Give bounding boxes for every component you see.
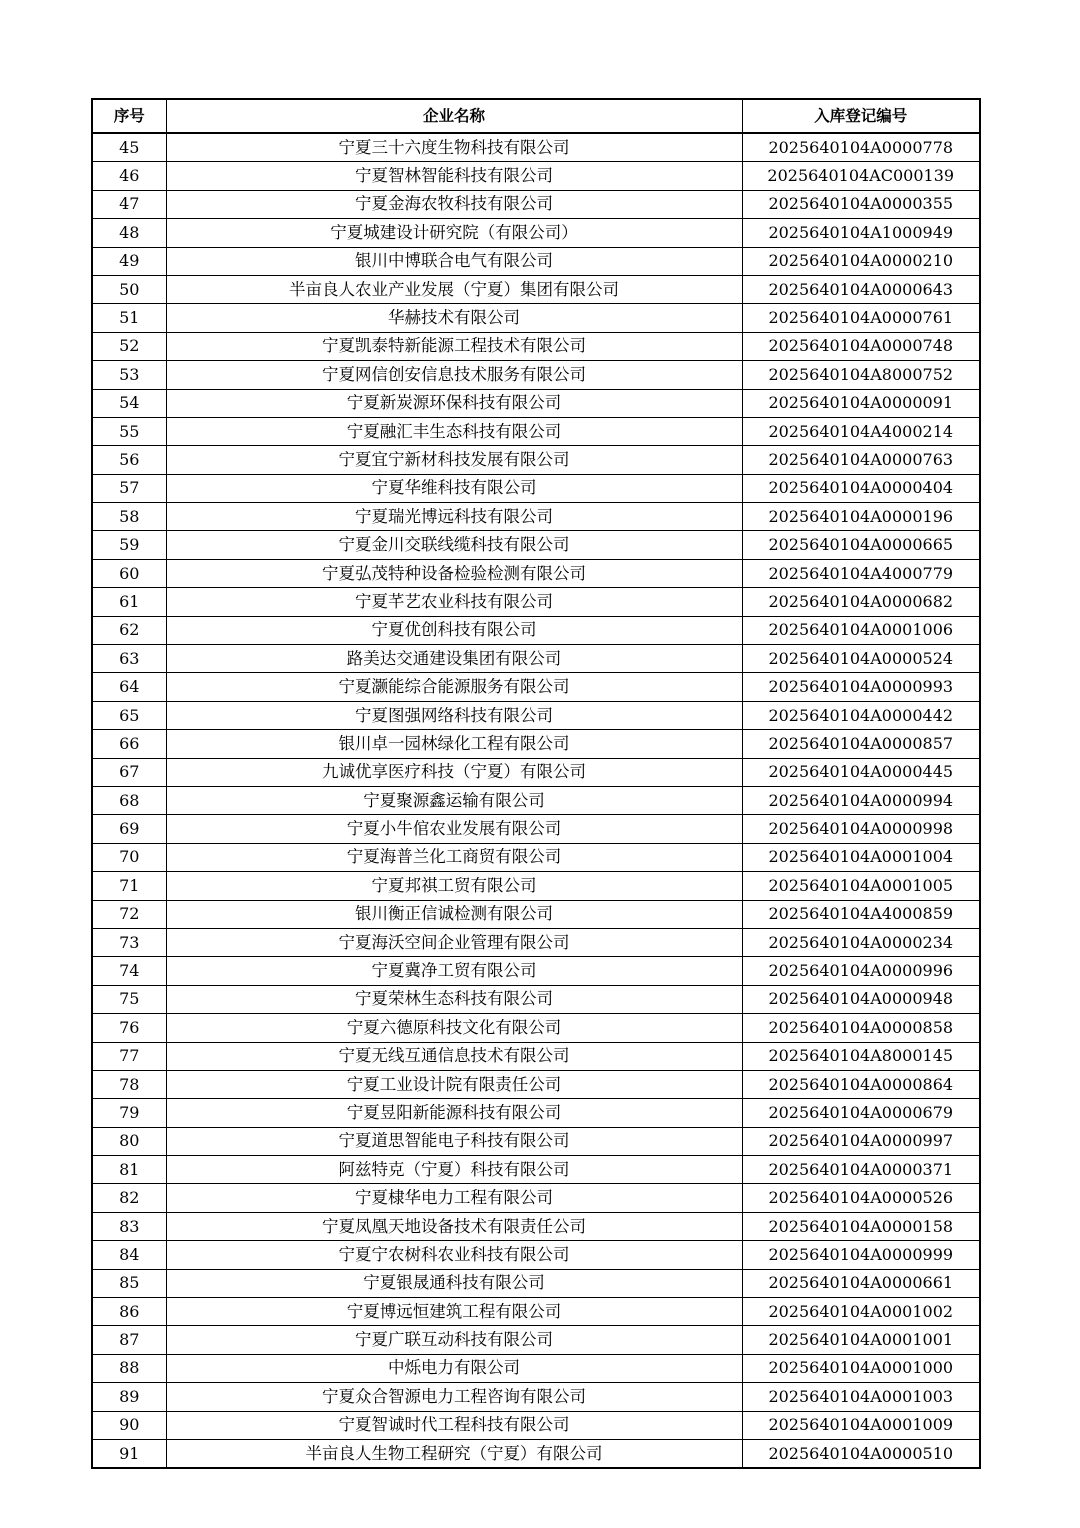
table-row	[92, 304, 980, 332]
row-enterprise-name: 宁夏荣林生态科技有限公司	[166, 985, 742, 1013]
row-registration-code: 2025640104A0000858	[742, 1014, 980, 1042]
header-registration-code: 入库登记编号	[742, 99, 980, 133]
row-registration-code: 2025640104A0001005	[742, 872, 980, 900]
row-registration-code: 2025640104A0000999	[742, 1241, 980, 1269]
row-seq: 45	[92, 133, 166, 162]
header-enterprise-name: 企业名称	[166, 99, 742, 133]
row-enterprise-name: 宁夏凯泰特新能源工程技术有限公司	[166, 332, 742, 360]
table-row	[92, 673, 980, 701]
table-row	[92, 1269, 980, 1297]
table-row	[92, 1212, 980, 1240]
row-seq: 52	[92, 332, 166, 360]
table-row	[92, 645, 980, 673]
table-row	[92, 900, 980, 928]
row-registration-code: 2025640104A0000643	[742, 275, 980, 303]
row-enterprise-name: 宁夏智林智能科技有限公司	[166, 162, 742, 190]
row-registration-code: 2025640104A0001003	[742, 1383, 980, 1411]
row-seq: 51	[92, 304, 166, 332]
row-enterprise-name: 宁夏银晟通科技有限公司	[166, 1269, 742, 1297]
row-enterprise-name: 宁夏灏能综合能源服务有限公司	[166, 673, 742, 701]
row-registration-code: 2025640104A0001004	[742, 843, 980, 871]
row-enterprise-name: 宁夏网信创安信息技术服务有限公司	[166, 361, 742, 389]
row-enterprise-name: 宁夏聚源鑫运输有限公司	[166, 786, 742, 814]
row-enterprise-name: 宁夏工业设计院有限责任公司	[166, 1070, 742, 1098]
row-seq: 84	[92, 1241, 166, 1269]
table-row	[92, 701, 980, 729]
table-row	[92, 1127, 980, 1155]
row-seq: 91	[92, 1439, 166, 1468]
table-row	[92, 1156, 980, 1184]
row-seq: 62	[92, 616, 166, 644]
row-enterprise-name: 宁夏小牛倌农业发展有限公司	[166, 815, 742, 843]
row-enterprise-name: 宁夏无线互通信息技术有限公司	[166, 1042, 742, 1070]
table-row	[92, 417, 980, 445]
row-registration-code: 2025640104A0000210	[742, 247, 980, 275]
row-seq: 61	[92, 588, 166, 616]
row-seq: 71	[92, 872, 166, 900]
row-enterprise-name: 宁夏三十六度生物科技有限公司	[166, 133, 742, 162]
row-registration-code: 2025640104A0000091	[742, 389, 980, 417]
table-row	[92, 872, 980, 900]
table-row	[92, 474, 980, 502]
row-enterprise-name: 宁夏昱阳新能源科技有限公司	[166, 1099, 742, 1127]
row-registration-code: 2025640104A0000994	[742, 786, 980, 814]
row-seq: 47	[92, 190, 166, 218]
row-seq: 53	[92, 361, 166, 389]
row-enterprise-name: 宁夏金川交联线缆科技有限公司	[166, 531, 742, 559]
row-registration-code: 2025640104A0000761	[742, 304, 980, 332]
row-seq: 89	[92, 1383, 166, 1411]
table-row	[92, 275, 980, 303]
row-seq: 76	[92, 1014, 166, 1042]
row-registration-code: 2025640104A1000949	[742, 219, 980, 247]
row-enterprise-name: 宁夏邦祺工贸有限公司	[166, 872, 742, 900]
row-enterprise-name: 宁夏宜宁新材科技发展有限公司	[166, 446, 742, 474]
row-registration-code: 2025640104A8000145	[742, 1042, 980, 1070]
row-registration-code: 2025640104A0000857	[742, 730, 980, 758]
table-row	[92, 815, 980, 843]
row-seq: 56	[92, 446, 166, 474]
row-registration-code: 2025640104A4000779	[742, 559, 980, 587]
table-row	[92, 588, 980, 616]
enterprise-registry-table	[91, 98, 981, 1469]
row-registration-code: 2025640104A0001001	[742, 1326, 980, 1354]
row-enterprise-name: 华赫技术有限公司	[166, 304, 742, 332]
row-registration-code: 2025640104A0000510	[742, 1439, 980, 1468]
row-enterprise-name: 宁夏图强网络科技有限公司	[166, 701, 742, 729]
row-registration-code: 2025640104A0000993	[742, 673, 980, 701]
row-enterprise-name: 宁夏城建设计研究院（有限公司）	[166, 219, 742, 247]
row-seq: 80	[92, 1127, 166, 1155]
row-registration-code: 2025640104A0000196	[742, 503, 980, 531]
table-row	[92, 219, 980, 247]
row-seq: 78	[92, 1070, 166, 1098]
row-enterprise-name: 宁夏华维科技有限公司	[166, 474, 742, 502]
row-enterprise-name: 宁夏优创科技有限公司	[166, 616, 742, 644]
row-seq: 88	[92, 1354, 166, 1382]
row-enterprise-name: 宁夏海普兰化工商贸有限公司	[166, 843, 742, 871]
row-registration-code: 2025640104A0000404	[742, 474, 980, 502]
row-registration-code: 2025640104A4000214	[742, 417, 980, 445]
table-row	[92, 1439, 980, 1468]
table-row	[92, 503, 980, 531]
row-enterprise-name: 银川卓一园林绿化工程有限公司	[166, 730, 742, 758]
row-registration-code: 2025640104A0000948	[742, 985, 980, 1013]
row-seq: 54	[92, 389, 166, 417]
table-row	[92, 190, 980, 218]
row-registration-code: 2025640104A0000748	[742, 332, 980, 360]
row-registration-code: 2025640104A0001000	[742, 1354, 980, 1382]
row-registration-code: 2025640104A0000355	[742, 190, 980, 218]
table-row	[92, 1298, 980, 1326]
row-seq: 83	[92, 1212, 166, 1240]
row-seq: 75	[92, 985, 166, 1013]
row-enterprise-name: 九诚优享医疗科技（宁夏）有限公司	[166, 758, 742, 786]
row-seq: 81	[92, 1156, 166, 1184]
row-registration-code: 2025640104A0000864	[742, 1070, 980, 1098]
row-seq: 82	[92, 1184, 166, 1212]
row-enterprise-name: 宁夏海沃空间企业管理有限公司	[166, 928, 742, 956]
row-seq: 59	[92, 531, 166, 559]
row-seq: 57	[92, 474, 166, 502]
table-row	[92, 162, 980, 190]
row-registration-code: 2025640104A4000859	[742, 900, 980, 928]
row-seq: 90	[92, 1411, 166, 1439]
row-seq: 63	[92, 645, 166, 673]
row-registration-code: 2025640104A0000682	[742, 588, 980, 616]
row-seq: 87	[92, 1326, 166, 1354]
table-row	[92, 1241, 980, 1269]
row-seq: 55	[92, 417, 166, 445]
row-enterprise-name: 宁夏冀净工贸有限公司	[166, 957, 742, 985]
row-registration-code: 2025640104A0000661	[742, 1269, 980, 1297]
row-registration-code: 2025640104A0000445	[742, 758, 980, 786]
table-row	[92, 1354, 980, 1382]
row-registration-code: 2025640104A0000998	[742, 815, 980, 843]
row-seq: 86	[92, 1298, 166, 1326]
row-seq: 58	[92, 503, 166, 531]
row-seq: 72	[92, 900, 166, 928]
row-enterprise-name: 宁夏六德原科技文化有限公司	[166, 1014, 742, 1042]
row-enterprise-name: 半亩良人农业产业发展（宁夏）集团有限公司	[166, 275, 742, 303]
row-registration-code: 2025640104A0000442	[742, 701, 980, 729]
row-enterprise-name: 阿兹特克（宁夏）科技有限公司	[166, 1156, 742, 1184]
row-enterprise-name: 宁夏瑞光博远科技有限公司	[166, 503, 742, 531]
row-enterprise-name: 宁夏金海农牧科技有限公司	[166, 190, 742, 218]
table-header-row	[92, 99, 980, 133]
row-enterprise-name: 半亩良人生物工程研究（宁夏）有限公司	[166, 1439, 742, 1468]
row-registration-code: 2025640104A0001006	[742, 616, 980, 644]
row-registration-code: 2025640104A0000665	[742, 531, 980, 559]
row-seq: 68	[92, 786, 166, 814]
table-row	[92, 531, 980, 559]
table-row	[92, 1383, 980, 1411]
row-registration-code: 2025640104A0000996	[742, 957, 980, 985]
row-registration-code: 2025640104A0000778	[742, 133, 980, 162]
table-row	[92, 1099, 980, 1127]
table-row	[92, 957, 980, 985]
table-row	[92, 332, 980, 360]
table-row	[92, 1070, 980, 1098]
row-enterprise-name: 宁夏道思智能电子科技有限公司	[166, 1127, 742, 1155]
table-row	[92, 843, 980, 871]
row-seq: 64	[92, 673, 166, 701]
row-seq: 67	[92, 758, 166, 786]
table-row	[92, 247, 980, 275]
row-enterprise-name: 中烁电力有限公司	[166, 1354, 742, 1382]
row-enterprise-name: 宁夏博远恒建筑工程有限公司	[166, 1298, 742, 1326]
row-registration-code: 2025640104A0000763	[742, 446, 980, 474]
row-seq: 49	[92, 247, 166, 275]
row-seq: 70	[92, 843, 166, 871]
header-seq: 序号	[92, 99, 166, 133]
row-registration-code: 2025640104AC000139	[742, 162, 980, 190]
row-enterprise-name: 宁夏宁农树科农业科技有限公司	[166, 1241, 742, 1269]
row-enterprise-name: 宁夏芊艺农业科技有限公司	[166, 588, 742, 616]
row-registration-code: 2025640104A0000234	[742, 928, 980, 956]
row-registration-code: 2025640104A0000524	[742, 645, 980, 673]
table-row	[92, 1184, 980, 1212]
table-row	[92, 559, 980, 587]
table-row	[92, 446, 980, 474]
row-seq: 85	[92, 1269, 166, 1297]
row-registration-code: 2025640104A0000679	[742, 1099, 980, 1127]
row-seq: 50	[92, 275, 166, 303]
table-row	[92, 1014, 980, 1042]
row-enterprise-name: 宁夏融汇丰生态科技有限公司	[166, 417, 742, 445]
table-row	[92, 730, 980, 758]
row-enterprise-name: 宁夏新炭源环保科技有限公司	[166, 389, 742, 417]
row-registration-code: 2025640104A0001009	[742, 1411, 980, 1439]
table-row	[92, 133, 980, 162]
table-row	[92, 928, 980, 956]
row-enterprise-name: 路美达交通建设集团有限公司	[166, 645, 742, 673]
table-row	[92, 1042, 980, 1070]
row-enterprise-name: 宁夏凤凰天地设备技术有限责任公司	[166, 1212, 742, 1240]
table-row	[92, 758, 980, 786]
row-enterprise-name: 宁夏广联互动科技有限公司	[166, 1326, 742, 1354]
row-seq: 48	[92, 219, 166, 247]
table-row	[92, 1411, 980, 1439]
row-registration-code: 2025640104A8000752	[742, 361, 980, 389]
row-registration-code: 2025640104A0000371	[742, 1156, 980, 1184]
table-row	[92, 616, 980, 644]
row-seq: 69	[92, 815, 166, 843]
row-enterprise-name: 银川中博联合电气有限公司	[166, 247, 742, 275]
row-seq: 77	[92, 1042, 166, 1070]
row-enterprise-name: 宁夏众合智源电力工程咨询有限公司	[166, 1383, 742, 1411]
row-enterprise-name: 宁夏智诚时代工程科技有限公司	[166, 1411, 742, 1439]
row-enterprise-name: 宁夏棣华电力工程有限公司	[166, 1184, 742, 1212]
row-seq: 79	[92, 1099, 166, 1127]
row-registration-code: 2025640104A0000158	[742, 1212, 980, 1240]
row-seq: 65	[92, 701, 166, 729]
row-enterprise-name: 宁夏弘茂特种设备检验检测有限公司	[166, 559, 742, 587]
table-row	[92, 1326, 980, 1354]
row-seq: 46	[92, 162, 166, 190]
row-seq: 74	[92, 957, 166, 985]
table-row	[92, 389, 980, 417]
row-registration-code: 2025640104A0001002	[742, 1298, 980, 1326]
table-body	[92, 133, 980, 1468]
row-registration-code: 2025640104A0000526	[742, 1184, 980, 1212]
row-seq: 60	[92, 559, 166, 587]
table-row	[92, 786, 980, 814]
row-enterprise-name: 银川衡正信诚检测有限公司	[166, 900, 742, 928]
row-seq: 73	[92, 928, 166, 956]
table-row	[92, 985, 980, 1013]
row-registration-code: 2025640104A0000997	[742, 1127, 980, 1155]
row-seq: 66	[92, 730, 166, 758]
table-row	[92, 361, 980, 389]
